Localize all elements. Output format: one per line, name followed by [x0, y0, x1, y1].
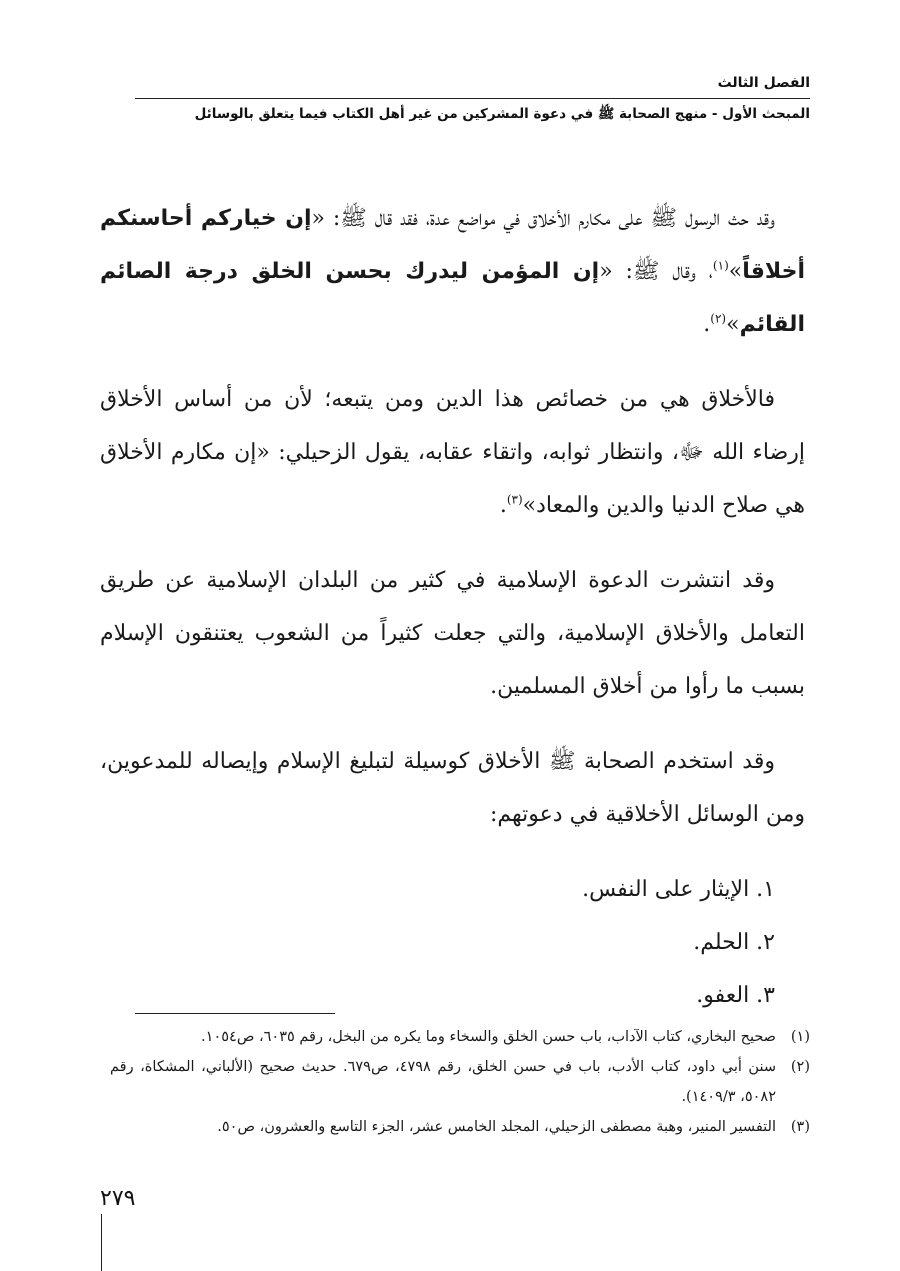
- running-header: [135, 72, 810, 125]
- paragraph-3: وقد انتشرت الدعوة الإسلامية في كثير من البلدان الإسلامية عن طريق التعامل والأخلاق الإسلامية، والتي جعلت كثيراً من الشعوب يعتنقون الإسلام بسبب ما رأوا من أخلاق المسلمين.: [100, 568, 805, 699]
- ethics-list: [100, 863, 805, 1022]
- paragraph-1: [100, 192, 805, 351]
- footnote-ref-1: (١): [712, 258, 729, 273]
- quote-close-2: »: [726, 312, 740, 337]
- list-item: ٢. الحلم.: [693, 930, 775, 955]
- margin-line: [101, 1214, 102, 1271]
- footnote-3: [110, 1112, 810, 1142]
- page-number: ٢٧٩: [100, 1186, 136, 1211]
- paragraph-4: وقد استخدم الصحابة ﷺ الأخلاق كوسيلة لتبليغ الإسلام وإيصاله للمدعوين، ومن الوسائل الأخلاقية في دعوتهم:: [100, 749, 805, 827]
- list-item: ١. الإيثار على النفس.: [582, 877, 775, 902]
- footnote-text: سنن أبي داود، كتاب الأدب، باب في حسن الخلق، رقم ٤٧٩٨، ص٦٧٩. حديث صحيح (الألباني، المشكاة، رقم ٥٠٨٢، ١٤٠٩/٣).: [110, 1059, 776, 1105]
- footnote-number: (١): [790, 1029, 810, 1045]
- paragraph-1-text: وقد حث الرسول ﷺ على مكارم الأخلاق في مواضع عدة، فقد قال ﷺ: «: [311, 206, 775, 231]
- hadith-quote-1: إن خياركم أحاسنكم أخلاقاً: [100, 206, 805, 284]
- hadith-quote-2: إن المؤمن ليدرك بحسن الخلق درجة الصائم القائم: [100, 259, 805, 337]
- footnote-text: التفسير المنير، وهبة مصطفى الزحيلي، المجلد الخامس عشر، الجزء التاسع والعشرون، ص٥٠.: [217, 1119, 776, 1135]
- footnotes: [110, 1022, 810, 1142]
- paragraph-1-end: .: [703, 312, 711, 337]
- section-title: المبحث الأول - منهج الصحابة ﷺ في دعوة المشركين من غير أهل الكتاب فيما يتعلق بالوسائل: [194, 106, 810, 122]
- footnote-text: صحيح البخاري، كتاب الآداب، باب حسن الخلق والسخاء وما يكره من البخل، رقم ٦٠٣٥، ص١٠٥٤.: [201, 1029, 776, 1045]
- footnote-2: [110, 1052, 810, 1112]
- footnote-ref-2: (٢): [710, 311, 727, 326]
- paragraph-1-text-2: ، وقال ﷺ: «: [599, 259, 713, 284]
- footnote-number: (٣): [790, 1119, 810, 1135]
- paragraph-2-text: فالأخلاق هي من خصائص هذا الدين ومن يتبعه؛ لأن من أساس الأخلاق إرضاء الله ﷻ، وانتظار ثوابه، واتقاء عقابه، يقول الزحيلي: «إن مكارم الأخلاق هي صلاح الدنيا والدين والمعاد»: [100, 387, 805, 518]
- paragraph-2: [100, 373, 805, 532]
- quote-close-1: »: [728, 259, 743, 284]
- main-text: [100, 192, 805, 1022]
- header-divider: [135, 98, 810, 99]
- footnote-number: (٢): [790, 1059, 810, 1075]
- chapter-title: الفصل الثالث: [717, 75, 810, 91]
- footnote-divider: [135, 1013, 335, 1014]
- list-item: ٣. العفو.: [696, 983, 775, 1008]
- footnote-1: [110, 1022, 810, 1052]
- paragraph-2-end: .: [499, 493, 507, 518]
- footnote-ref-3: (٣): [506, 492, 523, 507]
